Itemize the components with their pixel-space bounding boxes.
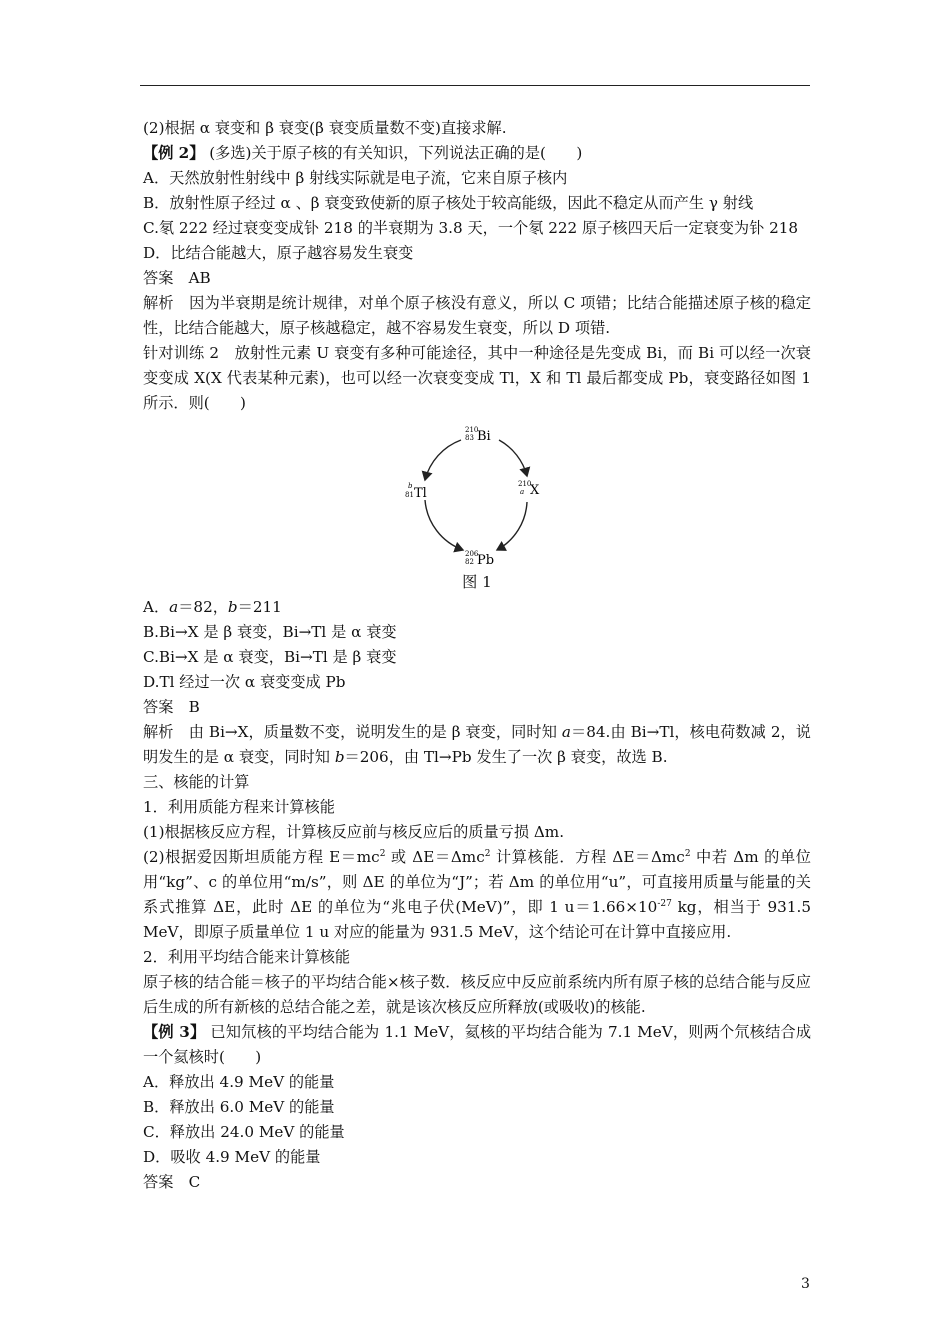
explanation-text: 解析 由 Bi→X，质量数不变，说明发生的是 β 衰变，同时知 <box>143 723 562 741</box>
option-a: A．释放出 4.9 MeV 的能量 <box>143 1073 335 1091</box>
superscript: -27 <box>657 898 672 909</box>
arrow-tl-to-pb <box>425 500 463 550</box>
section-heading: 三、核能的计算 <box>143 773 250 791</box>
paragraph-text: kg，相当于 931.5 MeV，即原子质量单位 1 u 对应的能量为 931.5 MeV，这个结论可在计算中直接应用. <box>143 898 811 941</box>
arrow-bi-to-tl <box>425 440 461 480</box>
question-text: 已知氘核的平均结合能为 1.1 MeV，氦核的平均结合能为 7.1 MeV，则两个氘核结合成一个氦核时( ) <box>143 1023 812 1066</box>
explanation-text: ＝84.由 Bi→Tl，核电荷数减 2，说明发生的是 α 衰变，同时知 <box>143 723 811 766</box>
option-d: D．吸收 4.9 MeV 的能量 <box>143 1148 321 1166</box>
bi-charge: 83 <box>465 434 474 442</box>
option-c: C．释放出 24.0 MeV 的能量 <box>143 1123 345 1141</box>
header-rule <box>140 85 810 86</box>
tl-mass: b <box>408 482 413 490</box>
option-a <box>143 595 811 620</box>
binding-energy-paragraph: 原子核的结合能＝核子的平均结合能×核子数．核反应中反应前系统内所有原子核的总结合能与反应后生成的所有新核的总结合能之差，就是该次核反应所释放(或吸收)的核能. <box>143 973 811 1016</box>
example-tag: 【例 3】 <box>143 1023 206 1041</box>
figure-caption: 图 1 <box>462 573 492 591</box>
option-text: ＝82， <box>178 598 228 616</box>
option-a: A．天然放射性射线中 β 射线实际就是电子流，它来自原子核内 <box>143 169 568 187</box>
x-symbol: X <box>530 483 540 498</box>
option-b: B.Bi→X 是 β 衰变，Bi→Tl 是 α 衰变 <box>143 623 397 641</box>
variable-a: a <box>169 598 179 616</box>
option-d: D.Tl 经过一次 α 衰变变成 Pb <box>143 673 346 691</box>
option-text: ＝211 <box>237 598 282 616</box>
nuclide-bi <box>465 426 491 444</box>
superscript: 2 <box>484 848 491 859</box>
page-number: 3 <box>801 1276 810 1292</box>
example-2-question <box>143 141 811 166</box>
tl-symbol: Tl <box>414 486 427 501</box>
option-b: B．放射性原子经过 α 、β 衰变致使新的原子核处于较高能级，因此不稳定从而产生 γ 射线 <box>143 194 754 212</box>
tl-charge: 81 <box>405 491 414 499</box>
page-body <box>143 116 811 1195</box>
question-text: (多选)关于原子核的有关知识，下列说法正确的是( ) <box>209 144 583 162</box>
option-d: D．比结合能越大，原子越容易发生衰变 <box>143 244 414 262</box>
answer: 答案 B <box>143 698 200 716</box>
bi-mass: 210 <box>465 426 479 434</box>
variable-a: a <box>561 723 571 741</box>
example-3-question <box>143 1020 811 1070</box>
explanation: 解析 因为半衰期是统计规律，对单个原子核没有意义，所以 C 项错；比结合能描述原子核的稳定性，比结合能越大，原子核越稳定，越不容易发生衰变，所以 D 项错. <box>143 294 811 337</box>
explanation <box>143 720 811 770</box>
bi-symbol: Bi <box>477 429 491 444</box>
variable-b: b <box>334 748 345 766</box>
variable-b: b <box>227 598 238 616</box>
paragraph-text: 或 ΔE＝Δmc <box>385 848 485 866</box>
decay-path-figure <box>143 420 811 568</box>
option-c: C.Bi→X 是 α 衰变，Bi→Tl 是 β 衰变 <box>143 648 397 666</box>
arrow-bi-to-x <box>499 440 527 476</box>
answer: 答案 AB <box>143 269 211 287</box>
text-line: (1)根据核反应方程，计算核反应前与核反应后的质量亏损 Δm. <box>143 823 565 841</box>
option-c: C.氡 222 经过衰变变成钋 218 的半衰期为 3.8 天，一个氡 222 原子核四天后一定衰变为钋 218 <box>143 219 799 237</box>
option-label: A． <box>143 598 170 616</box>
option-b: B．释放出 6.0 MeV 的能量 <box>143 1098 335 1116</box>
superscript: 2 <box>684 848 691 859</box>
decay-cycle-diagram <box>405 420 555 568</box>
x-mass: 210 <box>518 480 532 488</box>
pb-charge: 82 <box>465 558 474 566</box>
nuclide-pb <box>465 550 494 568</box>
answer: 答案 C <box>143 1173 201 1191</box>
arrow-x-to-pb <box>497 502 527 550</box>
nuclide-tl <box>405 482 427 501</box>
example-tag: 【例 2】 <box>143 144 205 162</box>
text-line: (2)根据 α 衰变和 β 衰变(β 衰变质量数不变)直接求解. <box>143 119 507 137</box>
paragraph-text: (2)根据爱因斯坦质能方程 E＝mc <box>143 848 380 866</box>
x-charge: a <box>520 488 525 496</box>
paragraph-text: 中若 Δm 的单位用“kg”、c 的单位用“m/s”，则 ΔE 的单位为“J”；若 Δm 的单位用“u”，可直接用质量与能量的关系式推算 ΔE，此时 ΔE 的单位为“兆电子伏(MeV)”，即 1 u＝1.66×10 <box>143 848 811 916</box>
training-2-question: 针对训练 2 放射性元素 U 衰变有多种可能途径，其中一种途径是先变成 Bi，而 Bi 可以经一次衰变变成 X(X 代表某种元素)，也可以经一次衰变变成 Tl，X 和 Tl 最后都变成 Pb，衰变路径如图 1 所示．则( ) <box>143 344 811 412</box>
explanation-text: ＝206，由 Tl→Pb 发生了一次 β 衰变，故选 B. <box>344 748 668 766</box>
nuclide-x <box>518 480 540 498</box>
subsection-heading: 2．利用平均结合能来计算核能 <box>143 948 351 966</box>
subsection-heading: 1．利用质能方程来计算核能 <box>143 798 335 816</box>
pb-mass: 206 <box>465 550 479 558</box>
pb-symbol: Pb <box>477 553 495 568</box>
paragraph-text: 计算核能．方程 ΔE＝Δmc <box>490 848 685 866</box>
mass-energy-paragraph <box>143 845 811 945</box>
superscript: 2 <box>379 848 386 859</box>
